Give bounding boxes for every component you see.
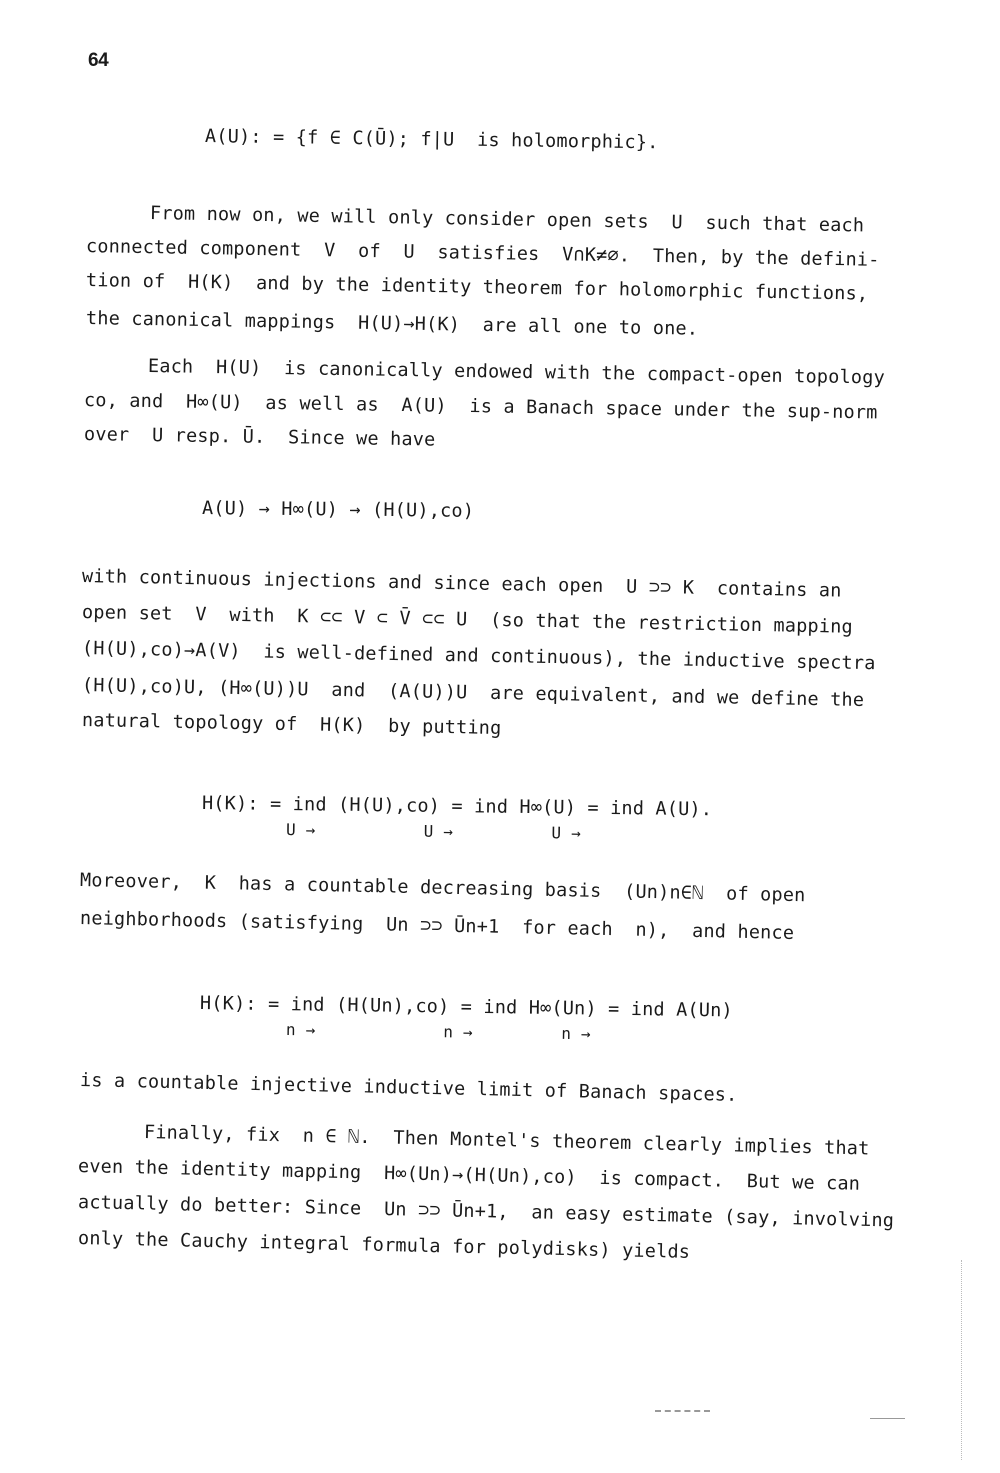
text-line: co, and H∞(U) as well as A(U) is a Banach space under the sup-norm — [83, 390, 878, 424]
text-line: only the Cauchy integral formula for polydisks) yields — [77, 1228, 691, 1263]
page-number: 64 — [88, 50, 109, 71]
text-line: (H(U),co)U, (H∞(U))U and (A(U))U are equivalent, and we define the — [81, 675, 865, 712]
text-line: Moreover, K has a countable decreasing basis (Un)n∈ℕ of open — [79, 870, 806, 907]
text-line: Each H(U) is canonically endowed with the compact-open topology — [147, 356, 886, 389]
text-line: actually do better: Since Un ⊃⊃ Ūn+1, an easy estimate (say, involving — [77, 1192, 895, 1232]
text-line: the canonical mappings H(U)→H(K) are all one to one. — [85, 308, 699, 340]
text-line: A(U): = {f ∈ C(Ū); f|U is holomorphic}. — [204, 126, 659, 154]
text-line: open set V with K ⊂⊂ V ⊂ V̄ ⊂⊂ U (so that the restriction mapping — [81, 602, 854, 638]
display-equation: H(K): = ind (H(U),co) = ind H∞(U) = ind A(U). — [201, 793, 713, 821]
equation-subscripts: n → n → n → — [285, 1020, 591, 1044]
text-line: natural topology of H(K) by putting — [81, 710, 502, 740]
equation-subscripts: U → U → U → — [285, 820, 582, 843]
scan-artifact — [870, 1418, 905, 1419]
text-line: (H(U),co)→A(V) is well-defined and continuous), the inductive spectra — [81, 638, 876, 675]
text-line: over U resp. Ū. Since we have — [83, 424, 436, 451]
display-equation: H(K): = ind (H(Un),co) = ind H∞(Un) = ind A(Un) — [199, 993, 733, 1022]
text-line: connected component V of U satisfies V∩K≠∅. Then, by the defini- — [85, 236, 880, 271]
scan-artifact — [655, 1410, 710, 1412]
text-line: even the identity mapping H∞(Un)→(H(Un),co) is compact. But we can — [77, 1156, 861, 1195]
text-line: tion of H(K) and by the identity theorem for holomorphic functions, — [85, 270, 869, 305]
text-line: From now on, we will only consider open sets U such that each — [149, 203, 865, 237]
display-equation: A(U) → H∞(U) → (H(U),co) — [201, 498, 475, 522]
text-line: neighborhoods (satisfying Un ⊃⊃ Ūn+1 for each n), and hence — [79, 908, 795, 944]
scan-artifact — [961, 1260, 964, 1460]
text-line: is a countable injective inductive limit of Banach spaces. — [79, 1070, 738, 1106]
text-line: Finally, fix n ∈ ℕ. Then Montel's theorem clearly implies that — [143, 1122, 870, 1160]
text-line: with continuous injections and since each open U ⊃⊃ K contains an — [81, 566, 842, 602]
